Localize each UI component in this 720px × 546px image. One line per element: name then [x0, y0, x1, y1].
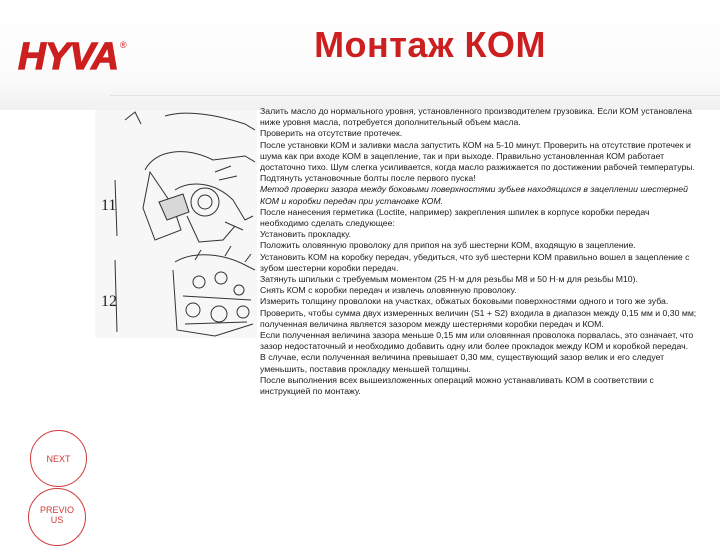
- instruction-text: [260, 106, 700, 397]
- instruction-paragraph: Положить оловянную проволоку для припоя на зуб шестерни КОМ, входящую в зацепление.: [260, 240, 636, 251]
- instruction-paragraph: Метод проверки зазора между боковыми поверхностями зубьев находящихся в зацеплении шестерней КОМ и коробки передач при установке КОМ.: [260, 184, 688, 206]
- registered-mark: ®: [120, 40, 127, 50]
- previous-button[interactable]: [28, 488, 86, 546]
- instruction-paragraph: После установки КОМ и заливки масла запустить КОМ на 5-10 минут. Проверить на отсутствие протечек и шума как при входе КОМ в зацепление, так и при выходе. Правильно установленная КОМ работает достаточно тихо. Шум слегка усиливается, когда масло разжижается по достижении рабочей температуры. Подтянуть установочные болты после первого пуска!: [260, 139, 695, 184]
- hyva-logo-graphic: [16, 36, 131, 76]
- instruction-paragraph: После нанесения герметика (Loctite, например) закрепления шпилек в корпусе коробки передач необходимо сделать следующее:: [260, 206, 650, 229]
- installation-illustration: [95, 110, 257, 338]
- page-title: Монтаж КОМ: [314, 24, 546, 65]
- instruction-paragraph: Установить КОМ на коробку передач, убедиться, что зуб шестерни КОМ правильно вошел в зацепление с зубом шестерни коробки передач.: [260, 251, 690, 273]
- next-button[interactable]: [30, 430, 87, 487]
- next-button-label: NEXT: [46, 453, 71, 464]
- instruction-paragraph: В случае, если полученная величина превышает 0,30 мм, существующий зазор велик и его следует уменьшить, поставив прокладку меньшей толщины.: [260, 352, 665, 374]
- logo-wordmark: HYVA: [18, 36, 118, 76]
- instruction-paragraph: Затянуть шпильки с требуемым моментом (25 Н·м для резьбы М8 и 50 Н·м для резьбы М10).: [260, 274, 638, 285]
- instruction-paragraph: Установить прокладку.: [260, 229, 352, 240]
- instruction-paragraph: Залить масло до нормального уровня, установленного производителем грузовика. Если КОМ установлена ниже уровня масла, потребуется дополнительный объем масла.: [260, 106, 692, 128]
- instruction-paragraph: После выполнения всех вышеизложенных операций можно устанавливать КОМ в соответствии с инструкцией по монтажу.: [260, 374, 654, 397]
- installation-drawing: [95, 110, 257, 338]
- previous-button-label: PREVIOUS: [39, 505, 74, 525]
- header-divider: [110, 95, 720, 96]
- instruction-paragraph: Измерить толщину проволоки на участках, обжатых боковыми поверхностями одного и того же зуба. Проверить, чтобы сумма двух измеренных величин (S1 + S2) входила в диапазон между 0,15 мм и 0,30 мм; полученная величина является зазором между шестернями коробки передач и КОМ.: [260, 296, 697, 329]
- step-label: 12: [101, 293, 117, 310]
- instruction-paragraph: Если полученная величина зазора меньше 0,15 мм или оловянная проволока порвалась, это означает, что зазор недостаточный и необходимо добавить одну или более прокладок между КОМ и коробкой передач.: [260, 330, 694, 352]
- instruction-paragraph: Проверить на отсутствие протечек.: [260, 128, 403, 139]
- instruction-paragraph: Снять КОМ с коробки передач и извлечь оловянную проволоку.: [260, 285, 517, 296]
- step-label: 11: [101, 197, 117, 214]
- hyva-logo: [16, 36, 131, 76]
